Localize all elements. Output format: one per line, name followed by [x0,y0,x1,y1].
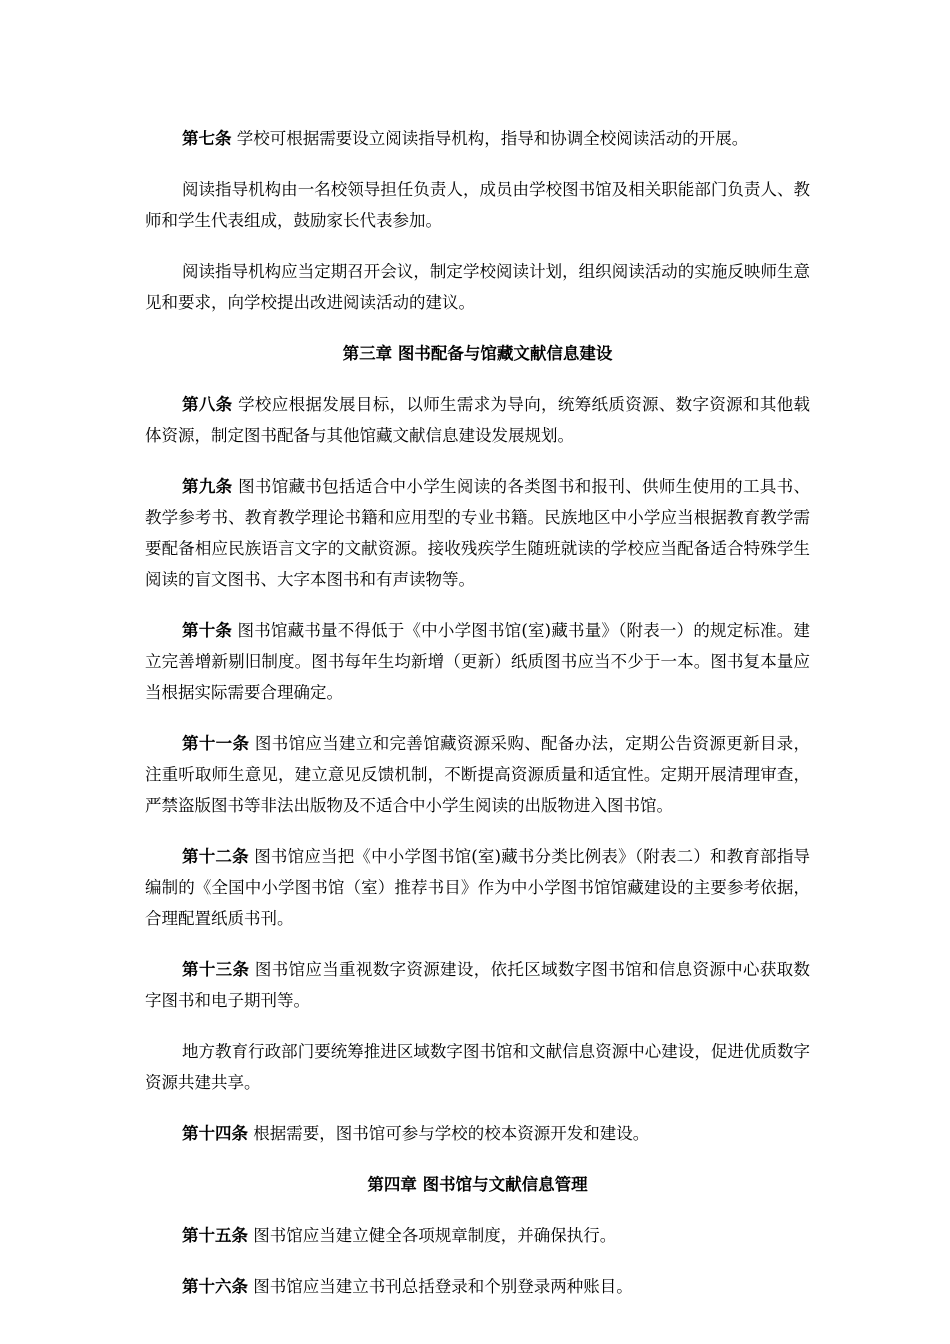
article-number: 第七条 [182,129,232,148]
article-text: 图书馆应当建立健全各项规章制度，并确保执行。 [248,1226,617,1245]
article-text: 图书馆应当把《中小学图书馆(室)藏书分类比例表》（附表二）和教育部指导编制的《全国中小学图书馆（室）推荐书目》作为中小学图书馆馆藏建设的主要参考依据，合理配置纸质书刊。 [145,847,811,928]
reading-guidance-meetings-paragraph [145,256,810,318]
article-7-paragraph [145,123,810,154]
digital-resources-paragraph [145,1036,810,1098]
article-number: 第十五条 [182,1226,248,1245]
reading-guidance-composition-paragraph [145,174,810,236]
article-8-paragraph [145,389,810,451]
article-text: 图书馆应当建立和完善馆藏资源采购、配备办法，定期公告资源更新目录，注重听取师生意见，建立意见反馈机制，不断提高资源质量和适宜性。定期开展清理审查，严禁盗版图书等非法出版物及不适合中小学生阅读的出版物进入图书馆。 [145,734,810,815]
article-12-paragraph [145,841,810,934]
article-number: 第八条 [182,395,233,414]
article-text: 图书馆应当重视数字资源建设，依托区域数字图书馆和信息资源中心获取数字图书和电子期刊等。 [145,960,810,1010]
article-text: 学校应根据发展目标，以师生需求为导向，统筹纸质资源、数字资源和其他载体资源，制定图书配备与其他馆藏文献信息建设发展规划。 [145,395,811,445]
article-text: 根据需要，图书馆可参与学校的校本资源开发和建设。 [248,1124,650,1143]
article-number: 第十二条 [182,847,249,866]
article-number: 第十条 [182,621,233,640]
article-number: 第十四条 [182,1124,248,1143]
article-16-paragraph [145,1271,810,1302]
article-9-paragraph [145,471,810,595]
paragraph-text: 地方教育行政部门要统筹推进区域数字图书馆和文献信息资源中心建设，促进优质数字资源共建共享。 [145,1042,810,1092]
chapter-3-heading: 第三章 图书配备与馆藏文献信息建设 [342,344,613,363]
paragraph-text: 阅读指导机构由一名校领导担任负责人，成员由学校图书馆及相关职能部门负责人、教师和学生代表组成，鼓励家长代表参加。 [145,180,810,230]
article-text: 图书馆藏书包括适合中小学生阅读的各类图书和报刊、供师生使用的工具书、教学参考书、教育教学理论书籍和应用型的专业书籍。民族地区中小学应当根据教育教学需要配备相应民族语言文字的文献资源。接收残疾学生随班就读的学校应当配备适合特殊学生阅读的盲文图书、大字本图书和有声读物等。 [145,477,811,589]
article-10-paragraph [145,615,810,708]
article-13-paragraph [145,954,810,1016]
article-number: 第十三条 [182,960,250,979]
paragraph-text: 阅读指导机构应当定期召开会议，制定学校阅读计划，组织阅读活动的实施反映师生意见和要求，向学校提出改进阅读活动的建议。 [145,262,810,312]
article-15-paragraph [145,1220,810,1251]
article-14-paragraph [145,1118,810,1149]
article-11-paragraph [145,728,810,821]
article-text: 图书馆应当建立书刊总括登录和个别登录两种账目。 [248,1277,633,1296]
chapter-4-heading: 第四章 图书馆与文献信息管理 [367,1175,588,1194]
article-number: 第十六条 [182,1277,248,1296]
article-number: 第十一条 [182,734,250,753]
article-text: 学校可根据需要设立阅读指导机构，指导和协调全校阅读活动的开展。 [231,129,749,148]
article-text: 图书馆藏书量不得低于《中小学图书馆(室)藏书量》（附表一）的规定标准。建立完善增新剔旧制度。图书每年生均新增（更新）纸质图书应当不少于一本。图书复本量应当根据实际需要合理确定。 [145,621,811,702]
article-number: 第九条 [182,477,233,496]
document-body [145,123,810,1322]
